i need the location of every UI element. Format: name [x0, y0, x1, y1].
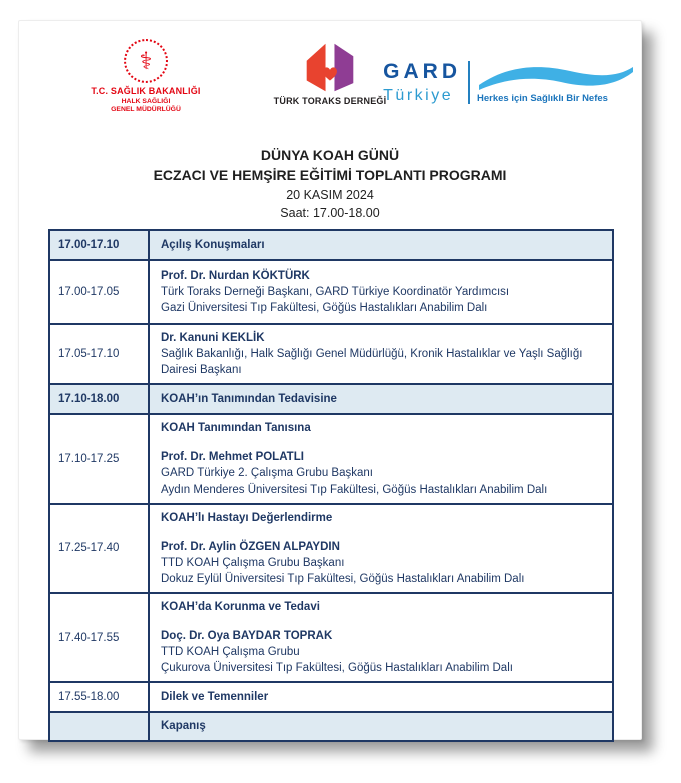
section-title: Açılış Konuşmaları — [149, 230, 613, 260]
speaker-role: TTD KOAH Çalışma Grubu Başkanı — [161, 556, 345, 569]
speaker-affiliation: Aydın Menderes Üniversitesi Tıp Fakültesi, Göğüs Hastalıkları Anabilim Dalı — [161, 483, 548, 496]
ministry-dept-line1: HALK SAĞLIĞI — [121, 98, 171, 105]
gard-wordmark — [383, 61, 468, 104]
ministry-dept-line2: GENEL MÜDÜRLÜĞÜ — [111, 106, 181, 113]
speaker-name: Prof. Dr. Aylin ÖZGEN ALPAYDIN — [161, 540, 340, 553]
speaker-role: GARD Türkiye 2. Çalışma Grubu Başkanı — [161, 467, 373, 480]
session-title: KOAH’da Korunma ve Tedavi — [161, 601, 320, 614]
gard-tagline: Herkes için Sağlıklı Bir Nefes — [477, 93, 608, 104]
speaker-name: Dr. Kanuni KEKLİK — [161, 332, 265, 344]
table-row-polatli — [49, 414, 613, 503]
section-title: KOAH’ın Tanımından Tedavisine — [149, 384, 613, 414]
gard-name: GARD — [383, 60, 461, 83]
table-row-dilek — [49, 682, 613, 712]
gard-right-block — [477, 61, 635, 104]
speaker-role: Sağlık Bakanlığı, Halk Sağlığı Genel Müdürlüğü, Kronik Hastalıklar ve Yaşlı Sağlığı Dairesi Başkanı — [161, 348, 583, 377]
speaker-role: Türk Toraks Derneği Başkanı, GARD Türkiye Koordinatör Yardımcısı — [161, 285, 510, 298]
table-row-toprak — [49, 593, 613, 682]
session-cell — [149, 593, 613, 682]
section-title: Dilek ve Temenniler — [149, 682, 613, 712]
speaker-name: Doç. Dr. Oya BAYDAR TOPRAK — [161, 630, 333, 643]
gard-turkiye-logo — [383, 61, 635, 104]
section-title: Kapanış — [149, 712, 613, 740]
time-cell: 17.55-18.00 — [49, 682, 149, 712]
table-row-alpaydin — [49, 504, 613, 593]
speaker-role: TTD KOAH Çalışma Grubu — [161, 646, 300, 659]
session-cell — [149, 414, 613, 503]
speaker-affiliation: Çukurova Üniversitesi Tıp Fakültesi, Göğüs Hastalıkları Anabilim Dalı — [161, 662, 513, 675]
caduceus-icon: ⚕ — [139, 47, 153, 75]
time-cell: 17.00-17.05 — [49, 260, 149, 324]
event-hours: Saat: 17.00-18.00 — [280, 206, 380, 221]
time-cell-empty — [49, 712, 149, 740]
table-row-keklik — [49, 324, 613, 384]
page-subtitle: ECZACI VE HEMŞİRE EĞİTİMİ TOPLANTI PROGRAMI — [153, 167, 507, 184]
ministry-of-health-logo — [71, 39, 221, 113]
table-row-acilis — [49, 230, 613, 260]
time-cell: 17.05-17.10 — [49, 324, 149, 384]
toraks-label: TÜRK TORAKS DERNEĞİ — [273, 96, 387, 106]
title-block — [19, 145, 641, 223]
speaker-affiliation: Gazi Üniversitesi Tıp Fakültesi, Göğüs Hastalıkları Anabilim Dalı — [161, 302, 488, 315]
wave-icon — [477, 61, 635, 91]
time-cell: 17.10-17.25 — [49, 414, 149, 503]
speaker-cell — [149, 260, 613, 324]
speaker-name: Prof. Dr. Mehmet POLATLI — [161, 451, 304, 464]
table-row-kokturk — [49, 260, 613, 324]
ministry-name: T.C. SAĞLIK BAKANLIĞI — [91, 86, 201, 96]
gard-region: Türkiye — [383, 87, 454, 104]
page-title: DÜNYA KOAH GÜNÜ — [260, 147, 400, 163]
speaker-cell — [149, 324, 613, 384]
event-date: 20 KASIM 2024 — [286, 187, 374, 202]
time-cell: 17.40-17.55 — [49, 593, 149, 682]
speaker-affiliation: Dokuz Eylül Üniversitesi Tıp Fakültesi, Göğüs Hastalıkları Anabilim Dalı — [161, 572, 525, 585]
speaker-name: Prof. Dr. Nurdan KÖKTÜRK — [161, 269, 310, 282]
time-cell: 17.00-17.10 — [49, 230, 149, 260]
time-cell: 17.25-17.40 — [49, 504, 149, 593]
session-cell — [149, 504, 613, 593]
table-row-koah-section — [49, 384, 613, 414]
program-table — [48, 229, 614, 742]
lungs-icon — [301, 41, 359, 93]
session-title: KOAH’lı Hastayı Değerlendirme — [161, 511, 333, 524]
session-title: KOAH Tanımından Tanısına — [161, 422, 311, 435]
ministry-emblem — [71, 39, 221, 83]
time-cell: 17.10-18.00 — [49, 384, 149, 414]
gard-divider — [468, 61, 470, 104]
dotted-circle — [124, 39, 168, 83]
document-page — [18, 20, 642, 740]
table-row-kapanis — [49, 712, 613, 740]
